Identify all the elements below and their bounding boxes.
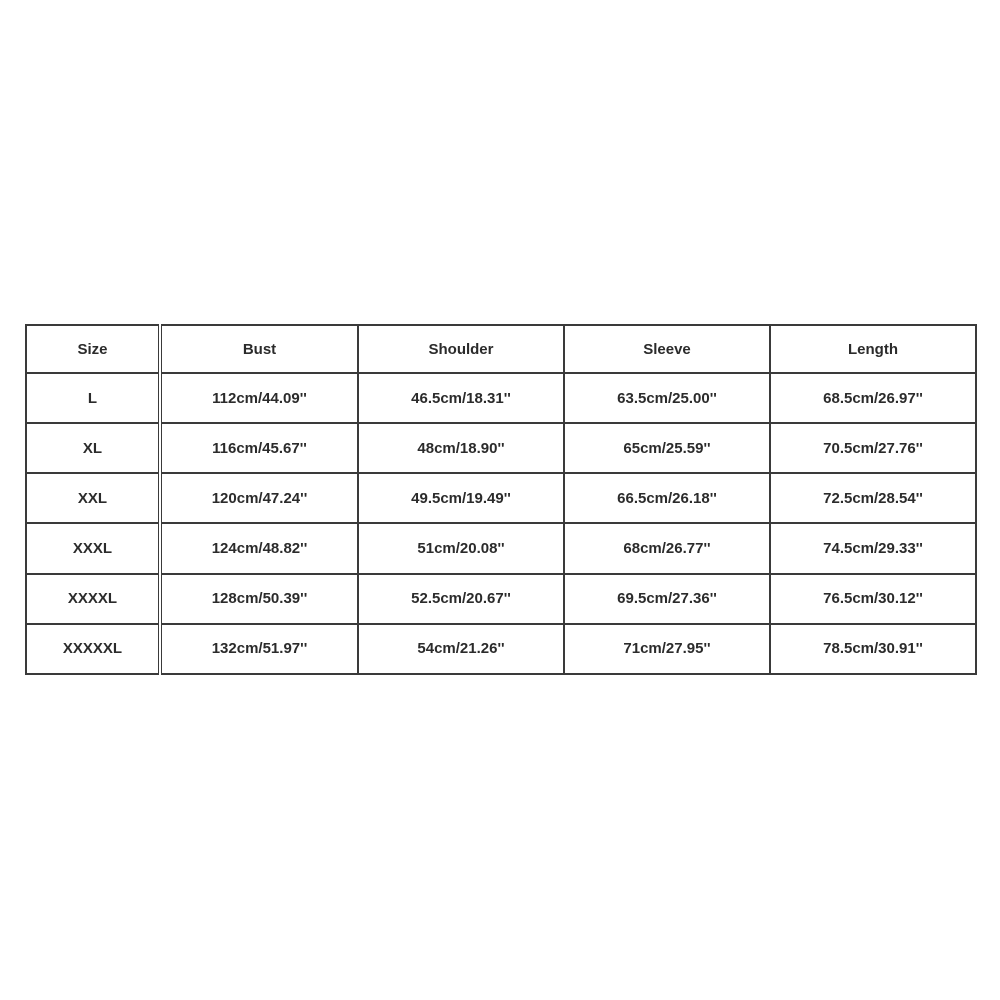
header-size: Size [26,325,160,373]
header-length: Length [770,325,976,373]
cell-size: XXXXXL [26,624,160,674]
cell-length: 74.5cm/29.33'' [770,523,976,573]
cell-shoulder: 54cm/21.26'' [358,624,564,674]
cell-length: 68.5cm/26.97'' [770,373,976,423]
header-bust: Bust [160,325,358,373]
header-sleeve: Sleeve [564,325,770,373]
cell-size: L [26,373,160,423]
cell-sleeve: 69.5cm/27.36'' [564,574,770,624]
table-row [26,373,976,423]
cell-length: 78.5cm/30.91'' [770,624,976,674]
cell-bust: 116cm/45.67'' [160,423,358,473]
cell-bust: 128cm/50.39'' [160,574,358,624]
cell-bust: 120cm/47.24'' [160,473,358,523]
cell-shoulder: 46.5cm/18.31'' [358,373,564,423]
cell-size: XXXXL [26,574,160,624]
cell-shoulder: 51cm/20.08'' [358,523,564,573]
cell-bust: 112cm/44.09'' [160,373,358,423]
table-header-row [26,325,976,373]
table-row [26,423,976,473]
header-shoulder: Shoulder [358,325,564,373]
cell-length: 76.5cm/30.12'' [770,574,976,624]
cell-shoulder: 48cm/18.90'' [358,423,564,473]
cell-length: 70.5cm/27.76'' [770,423,976,473]
cell-sleeve: 71cm/27.95'' [564,624,770,674]
table-row [26,574,976,624]
table-row [26,523,976,573]
cell-shoulder: 52.5cm/20.67'' [358,574,564,624]
table-row [26,473,976,523]
cell-bust: 132cm/51.97'' [160,624,358,674]
cell-sleeve: 63.5cm/25.00'' [564,373,770,423]
table-row [26,624,976,674]
cell-bust: 124cm/48.82'' [160,523,358,573]
cell-shoulder: 49.5cm/19.49'' [358,473,564,523]
cell-sleeve: 66.5cm/26.18'' [564,473,770,523]
size-chart-table [25,324,977,675]
cell-sleeve: 68cm/26.77'' [564,523,770,573]
cell-length: 72.5cm/28.54'' [770,473,976,523]
cell-size: XXXL [26,523,160,573]
cell-size: XXL [26,473,160,523]
cell-sleeve: 65cm/25.59'' [564,423,770,473]
cell-size: XL [26,423,160,473]
